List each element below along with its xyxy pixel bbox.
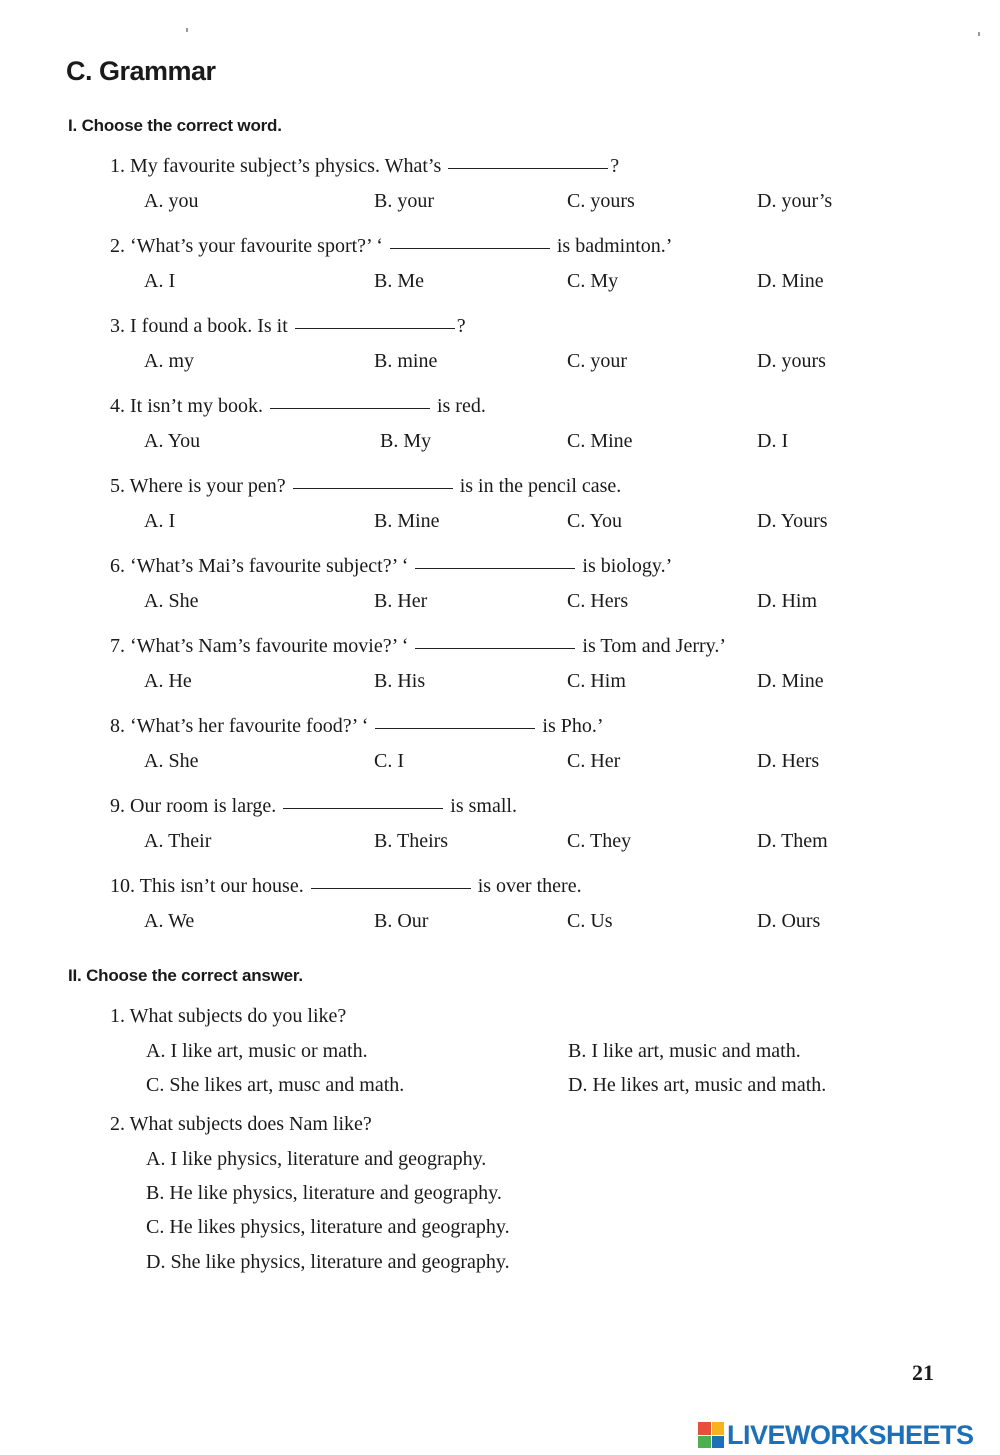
part1-q9-option-c[interactable]: C. They <box>567 830 632 852</box>
part1-q2-option-a[interactable]: A. I <box>144 270 176 292</box>
question-text-after: is small. <box>450 795 517 817</box>
part1-question-8 <box>110 715 604 738</box>
question-text: 6. ‘What’s Mai’s favourite subject?’ ‘ <box>110 555 409 577</box>
part1-q5-option-c[interactable]: C. You <box>567 510 623 532</box>
part1-q6-option-d[interactable]: D. Him <box>757 590 817 612</box>
answer-blank[interactable] <box>390 247 550 249</box>
question-text-after: is red. <box>436 395 486 417</box>
question-text: 3. I found a book. Is it <box>110 315 288 337</box>
part1-question-6 <box>110 555 672 578</box>
part2-q2-option-a[interactable]: A. I like physics, literature and geography. <box>146 1148 487 1170</box>
part1-q6-option-c[interactable]: C. Hers <box>567 590 629 612</box>
part2-q2-option-b[interactable]: B. He like physics, literature and geography. <box>146 1182 502 1204</box>
part1-q5-option-d[interactable]: D. Yours <box>757 510 828 532</box>
part1-question-3 <box>110 315 466 338</box>
scan-mark <box>186 28 188 32</box>
liveworksheets-logo-icon <box>698 1422 724 1448</box>
part1-q8-option-d[interactable]: D. Hers <box>757 750 820 772</box>
answer-blank[interactable] <box>448 167 608 169</box>
question-text-after: is in the pencil case. <box>459 475 622 497</box>
answer-blank[interactable] <box>270 407 430 409</box>
answer-blank[interactable] <box>295 327 455 329</box>
part1-question-7 <box>110 635 726 658</box>
part2-q1-option-a[interactable]: A. I like art, music or math. <box>146 1040 368 1062</box>
question-text-after: is badminton.’ <box>556 235 673 257</box>
part1-question-4 <box>110 395 486 418</box>
part1-q7-option-a[interactable]: A. He <box>144 670 192 692</box>
part1-question-5 <box>110 475 621 498</box>
part1-q5-option-b[interactable]: B. Mine <box>374 510 440 532</box>
part1-q9-option-a[interactable]: A. Their <box>144 830 212 852</box>
question-text-after: ? <box>610 155 620 177</box>
question-text-after: is Pho.’ <box>542 715 604 737</box>
answer-blank[interactable] <box>293 487 453 489</box>
question-text: 10. This isn’t our house. <box>110 875 304 897</box>
part1-q8-option-c[interactable]: C. Her <box>567 750 621 772</box>
question-text: 5. Where is your pen? <box>110 475 286 497</box>
question-text-after: is biology.’ <box>582 555 673 577</box>
part1-q2-option-b[interactable]: B. Me <box>374 270 424 292</box>
part1-q1-option-b[interactable]: B. your <box>374 190 434 212</box>
part1-q7-option-c[interactable]: C. Him <box>567 670 626 692</box>
part1-q3-option-c[interactable]: C. your <box>567 350 627 372</box>
answer-blank[interactable] <box>283 807 443 809</box>
part1-q3-option-d[interactable]: D. yours <box>757 350 826 372</box>
part1-q9-option-b[interactable]: B. Theirs <box>374 830 449 852</box>
part1-q10-option-c[interactable]: C. Us <box>567 910 613 932</box>
part1-question-1 <box>110 155 619 178</box>
question-text: 2. ‘What’s your favourite sport?’ ‘ <box>110 235 383 257</box>
part2-q1-option-d[interactable]: D. He likes art, music and math. <box>568 1074 827 1096</box>
part1-q5-option-a[interactable]: A. I <box>144 510 176 532</box>
logo-square <box>712 1436 725 1449</box>
section-title: C. Grammar <box>66 56 216 86</box>
logo-square <box>698 1436 711 1449</box>
part1-q3-option-b[interactable]: B. mine <box>374 350 438 372</box>
part1-q1-option-d[interactable]: D. your’s <box>757 190 833 212</box>
part1-q4-option-c[interactable]: C. Mine <box>567 430 633 452</box>
part1-q2-option-d[interactable]: D. Mine <box>757 270 824 292</box>
part2-question-2: 2. What subjects does Nam like? <box>110 1113 372 1135</box>
scan-mark <box>978 32 980 36</box>
part2-q1-option-b[interactable]: B. I like art, music and math. <box>568 1040 801 1062</box>
question-text: 8. ‘What’s her favourite food?’ ‘ <box>110 715 369 737</box>
part1-q6-option-a[interactable]: A. She <box>144 590 199 612</box>
part1-question-9 <box>110 795 517 818</box>
part1-q10-option-b[interactable]: B. Our <box>374 910 429 932</box>
question-text-after: is over there. <box>477 875 582 897</box>
part1-q10-option-d[interactable]: D. Ours <box>757 910 821 932</box>
part2-q2-option-c[interactable]: C. He likes physics, literature and geography. <box>146 1216 510 1238</box>
logo-square <box>698 1422 711 1435</box>
answer-blank[interactable] <box>375 727 535 729</box>
part1-q8-option-a[interactable]: A. She <box>144 750 199 772</box>
question-text: 7. ‘What’s Nam’s favourite movie?’ ‘ <box>110 635 409 657</box>
part1-q1-option-c[interactable]: C. yours <box>567 190 635 212</box>
part1-q6-option-b[interactable]: B. Her <box>374 590 428 612</box>
page-number: 21 <box>912 1360 934 1385</box>
question-text: 9. Our room is large. <box>110 795 277 817</box>
part1-q7-option-b[interactable]: B. His <box>374 670 426 692</box>
brand-logo <box>698 1420 974 1450</box>
answer-blank[interactable] <box>415 647 575 649</box>
part1-title: I. Choose the correct word. <box>68 116 282 135</box>
question-text: 4. It isn’t my book. <box>110 395 263 417</box>
part2-question-1: 1. What subjects do you like? <box>110 1005 347 1027</box>
part1-q7-option-d[interactable]: D. Mine <box>757 670 824 692</box>
part1-q4-option-b[interactable]: B. My <box>380 430 432 452</box>
part1-q4-option-d[interactable]: D. I <box>757 430 789 452</box>
part1-q1-option-a[interactable]: A. you <box>144 190 199 212</box>
part1-q2-option-c[interactable]: C. My <box>567 270 619 292</box>
question-text-after: is Tom and Jerry.’ <box>582 635 726 657</box>
part1-q8-option-b[interactable]: C. I <box>374 750 404 772</box>
question-text: 1. My favourite subject’s physics. What’s <box>110 155 442 177</box>
part1-q4-option-a[interactable]: A. You <box>144 430 201 452</box>
part1-question-2 <box>110 235 672 258</box>
part1-q3-option-a[interactable]: A. my <box>144 350 194 372</box>
part1-q9-option-d[interactable]: D. Them <box>757 830 828 852</box>
answer-blank[interactable] <box>415 567 575 569</box>
brand-text: LIVEWORKSHEETS <box>727 1419 974 1450</box>
part1-question-10 <box>110 875 582 898</box>
part2-title: II. Choose the correct answer. <box>68 966 303 985</box>
part2-q1-option-c[interactable]: C. She likes art, musc and math. <box>146 1074 405 1096</box>
part2-q2-option-d[interactable]: D. She like physics, literature and geography. <box>146 1251 510 1273</box>
answer-blank[interactable] <box>311 887 471 889</box>
logo-square <box>712 1422 725 1435</box>
question-text-after: ? <box>456 315 466 337</box>
part1-q10-option-a[interactable]: A. We <box>144 910 195 932</box>
